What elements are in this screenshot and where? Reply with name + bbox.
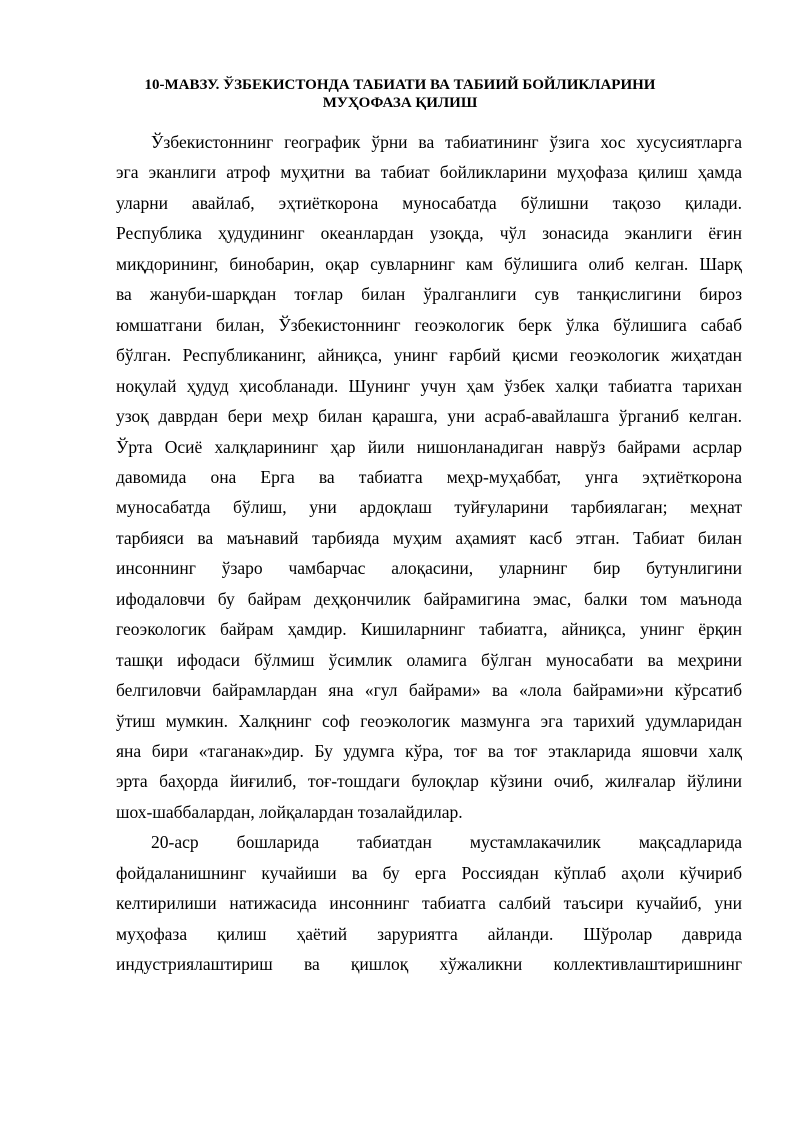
- title-line-1: 10-МАВЗУ. ЎЗБЕКИСТОНДА ТАБИАТИ ВА ТАБИИЙ БОЙЛИКЛАРИНИ: [144, 77, 656, 93]
- body-line: эга эканлиги атроф муҳитни ва табиат бойликларини муҳофаза қилиш ҳамда: [116, 162, 742, 183]
- body-line: Ўрта Осиё халқларининг ҳар йили нишонланадиган наврўз байрами асрлар: [116, 436, 742, 457]
- document-title: [118, 76, 682, 112]
- title-line-2: МУҲОФАЗА ҚИЛИШ: [322, 95, 478, 111]
- body-line: бўлган. Республиканинг, айниқса, унинг ғарбий қисми геоэкологик жиҳатдан: [116, 345, 742, 366]
- body-line: Республика ҳудудининг океанлардан узоқда, чўл зонасида эканлиги ёғин: [116, 223, 742, 244]
- body-line: индустриялаштириш ва қишлоқ хўжаликни коллективлаштиришнинг: [116, 954, 742, 975]
- body-line: узоқ даврдан бери меҳр билан қарашга, уни асраб-авайлашга ўрганиб келган.: [116, 406, 742, 427]
- body-line: яна бири «таганак»дир. Бу удумга кўра, тоғ ва тоғ этакларида яшовчи халқ: [116, 741, 742, 761]
- body-line: муносабатда бўлиш, уни ардоқлаш туйғуларини тарбиялаган; меҳнат: [116, 497, 742, 518]
- body-line: фойдаланишнинг кучайиши ва бу ерга Россиядан кўплаб аҳоли кўчириб: [116, 862, 742, 883]
- body-line: муҳофаза қилиш ҳаётий заруриятга айланди. Шўролар даврида: [116, 923, 742, 944]
- body-line: тарбияси ва маънавий тарбияда муҳим аҳамият касб этган. Табиат билан: [116, 527, 742, 548]
- body-line: белгиловчи байрамлардан яна «гул байрами» ва «лола байрами»ни кўрсатиб: [116, 680, 742, 701]
- body-line: ноқулай ҳудуд ҳисобланади. Шунинг учун ҳам ўзбек халқи табиатга тарихан: [116, 375, 742, 396]
- body-line: инсоннинг ўзаро чамбарчас алоқасини, уларнинг бир бутунлигини: [116, 558, 742, 579]
- body-line: Ўзбекистоннинг географик ўрни ва табиатининг ўзига хос хусусиятларга: [151, 132, 742, 152]
- body-line: 20-аср бошларида табиатдан мустамлакачилик мақсадларида: [151, 832, 742, 853]
- body-line: юмшатгани билан, Ўзбекистоннинг геоэкологик берк ўлка бўлишига сабаб: [116, 314, 742, 335]
- body-line: ташқи ифодаси бўлмиш ўсимлик оламига бўлган муносабати ва меҳрини: [116, 649, 742, 670]
- body-line: давомида она Ерга ва табиатга меҳр-муҳаббат, унга эҳтиёткорона: [116, 466, 742, 487]
- body-line: уларни авайлаб, эҳтиёткорона муносабатда бўлишни тақозо қилади.: [116, 192, 742, 213]
- body-line: ва жануби-шарқдан тоғлар билан ўралганлиги сув танқислигини бироз: [116, 284, 742, 305]
- body-line: эрта баҳорда йиғилиб, тоғ-тошдаги булоқлар кўзини очиб, жилғалар йўлини: [116, 771, 742, 792]
- body-line: миқдорининг, бинобарин, оқар сувларнинг кам бўлишига олиб келган. Шарқ: [116, 253, 742, 274]
- body-line: ифодаловчи бу байрам деҳқончилик байрамигина эмас, балки том маънода: [116, 588, 742, 609]
- body-line: ўтиш мумкин. Халқнинг соф геоэкологик мазмунга эга тарихий удумларидан: [116, 710, 742, 731]
- body-line: шох-шаббалардан, лойқалардан тозалайдилар.: [116, 801, 463, 822]
- body-line: геоэкологик байрам ҳамдир. Кишиларнинг табиатга, айниқса, унинг ёрқин: [116, 619, 742, 640]
- body-line: келтирилиши натижасида инсоннинг табиатга салбий таъсири кучайиб, уни: [116, 893, 742, 914]
